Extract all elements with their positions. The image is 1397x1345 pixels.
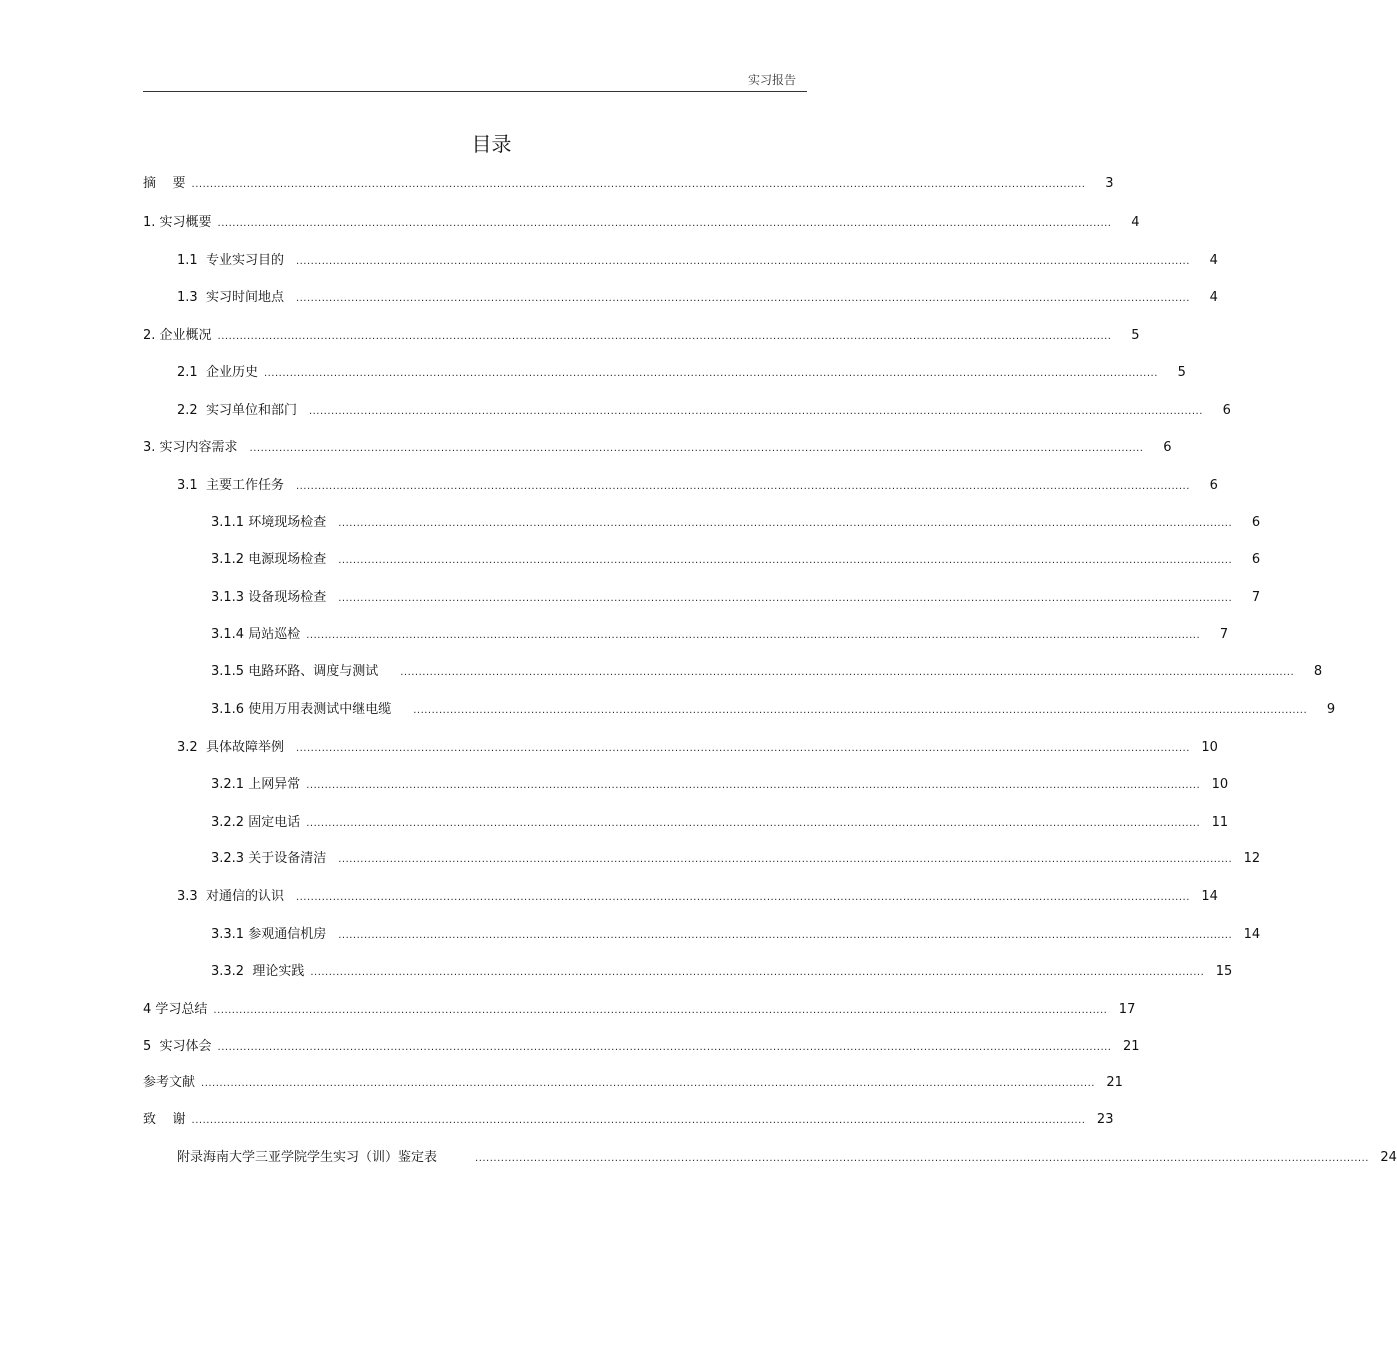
toc-entry-page: 10 bbox=[1201, 740, 1218, 755]
toc-leader-dots: ................................................................................................................................................................................................................................................... bbox=[295, 743, 1190, 754]
toc-entry[interactable] bbox=[211, 776, 1229, 794]
toc-entry-label: 3.2 具体故障举例 bbox=[177, 740, 284, 755]
toc-entry-page: 5 bbox=[1131, 328, 1140, 343]
toc-entry-page: 3 bbox=[1105, 176, 1114, 191]
toc-entry-page: 23 bbox=[1096, 1112, 1114, 1127]
toc-entry[interactable] bbox=[177, 1149, 1397, 1167]
toc-entry-page: 11 bbox=[1211, 815, 1229, 830]
toc-leader-dots: ................................................................................................................................................................................................................................................... bbox=[295, 293, 1190, 304]
toc-entry-page: 9 bbox=[1326, 702, 1336, 717]
toc-entry[interactable] bbox=[211, 850, 1261, 868]
toc-entry[interactable] bbox=[211, 963, 1233, 981]
toc-entry[interactable] bbox=[211, 626, 1229, 644]
toc-entry-label: 5 实习体会 bbox=[143, 1039, 212, 1054]
toc-entry-label: 3.2.2 固定电话 bbox=[211, 815, 301, 830]
toc-leader-dots: ................................................................................................................................................................................................................................................... bbox=[306, 818, 1201, 829]
toc-entry-label: 3.3 对通信的认识 bbox=[177, 889, 284, 904]
toc-leader-dots: ................................................................................................................................................................................................................................................... bbox=[213, 1005, 1108, 1016]
toc-leader-dots: ................................................................................................................................................................................................................................................... bbox=[475, 1153, 1369, 1164]
toc-entry[interactable] bbox=[211, 551, 1261, 569]
toc-entry[interactable] bbox=[177, 739, 1218, 757]
toc-leader-dots: ................................................................................................................................................................................................................................................... bbox=[400, 667, 1295, 678]
toc-entry[interactable] bbox=[143, 1074, 1123, 1092]
toc-entry-label: 3.3.1 参观通信机房 bbox=[211, 927, 327, 942]
toc-entry-page: 6 bbox=[1209, 478, 1218, 493]
toc-entry-page: 4 bbox=[1131, 215, 1140, 230]
toc-leader-dots: ................................................................................................................................................................................................................................................... bbox=[295, 481, 1190, 492]
toc-entry-label: 2. 企业概况 bbox=[143, 328, 212, 343]
toc-entry[interactable] bbox=[177, 888, 1218, 906]
toc-entry-page: 10 bbox=[1211, 777, 1229, 792]
toc-entry-label: 2.2 实习单位和部门 bbox=[177, 403, 297, 418]
toc-entry[interactable] bbox=[211, 701, 1336, 719]
toc-entry-page: 21 bbox=[1106, 1075, 1123, 1090]
toc-leader-dots: ................................................................................................................................................................................................................................................... bbox=[310, 967, 1205, 978]
toc-leader-dots: ................................................................................................................................................................................................................................................... bbox=[338, 854, 1233, 865]
toc-leader-dots: ................................................................................................................................................................................................................................................... bbox=[338, 518, 1233, 529]
toc-entry[interactable] bbox=[211, 926, 1261, 944]
toc-entry[interactable] bbox=[211, 514, 1261, 532]
toc-entry-page: 4 bbox=[1209, 290, 1218, 305]
toc-entry-page: 12 bbox=[1243, 851, 1261, 866]
toc-title: 目录 bbox=[471, 132, 512, 156]
toc-entry-page: 17 bbox=[1118, 1002, 1136, 1017]
toc-entry-page: 4 bbox=[1209, 253, 1218, 268]
toc-leader-dots: ................................................................................................................................................................................................................................................... bbox=[217, 331, 1112, 342]
toc-leader-dots: ................................................................................................................................................................................................................................................... bbox=[295, 256, 1190, 267]
toc-leader-dots: ................................................................................................................................................................................................................................................... bbox=[306, 780, 1201, 791]
toc-entry-label: 3. 实习内容需求 bbox=[143, 440, 238, 455]
toc-entry-label: 1.3 实习时间地点 bbox=[177, 290, 284, 305]
toc-entry[interactable] bbox=[143, 1001, 1136, 1019]
toc-entry[interactable] bbox=[143, 1038, 1140, 1056]
toc-leader-dots: ................................................................................................................................................................................................................................................... bbox=[338, 593, 1233, 604]
toc-leader-dots: ................................................................................................................................................................................................................................................... bbox=[295, 892, 1190, 903]
toc-leader-dots: ................................................................................................................................................................................................................................................... bbox=[217, 218, 1112, 229]
toc-entry-page: 24 bbox=[1380, 1150, 1397, 1165]
toc-entry-label: 4 学习总结 bbox=[143, 1002, 208, 1017]
toc-entry-label: 3.1.6 使用万用表测试中继电缆 bbox=[211, 702, 392, 717]
toc-entry[interactable] bbox=[143, 175, 1114, 193]
toc-leader-dots: ................................................................................................................................................................................................................................................... bbox=[263, 368, 1158, 379]
toc-entry[interactable] bbox=[177, 477, 1218, 495]
toc-entry-page: 6 bbox=[1251, 515, 1261, 530]
toc-entry-label: 3.1.4 局站巡检 bbox=[211, 627, 301, 642]
toc-entry-label: 2.1 企业历史 bbox=[177, 365, 258, 380]
toc-entry[interactable] bbox=[211, 814, 1229, 832]
toc-entry[interactable] bbox=[143, 214, 1140, 232]
toc-entry-page: 14 bbox=[1243, 927, 1261, 942]
toc-entry-page: 6 bbox=[1163, 440, 1172, 455]
toc-entry[interactable] bbox=[211, 589, 1261, 607]
toc-entry-label: 3.1.3 设备现场检查 bbox=[211, 590, 327, 605]
toc-entry-page: 14 bbox=[1201, 889, 1218, 904]
running-header: 实习报告 bbox=[747, 73, 796, 87]
toc-leader-dots: ................................................................................................................................................................................................................................................... bbox=[338, 555, 1233, 566]
toc-entry-label: 附录海南大学三亚学院学生实习（训）鉴定表 bbox=[177, 1150, 438, 1165]
toc-entry[interactable] bbox=[143, 1111, 1114, 1129]
toc-entry[interactable] bbox=[177, 402, 1231, 420]
toc-entry[interactable] bbox=[143, 327, 1140, 345]
toc-entry-label: 1.1 专业实习目的 bbox=[177, 253, 284, 268]
toc-entry[interactable] bbox=[177, 364, 1186, 382]
toc-entry[interactable] bbox=[177, 289, 1218, 307]
toc-entry-label: 3.1 主要工作任务 bbox=[177, 478, 284, 493]
toc-leader-dots: ................................................................................................................................................................................................................................................... bbox=[249, 443, 1144, 454]
toc-leader-dots: ................................................................................................................................................................................................................................................... bbox=[306, 630, 1201, 641]
toc-entry-page: 8 bbox=[1313, 664, 1323, 679]
toc-leader-dots: ................................................................................................................................................................................................................................................... bbox=[308, 406, 1203, 417]
toc-entry-page: 7 bbox=[1219, 627, 1229, 642]
toc-leader-dots: ................................................................................................................................................................................................................................................... bbox=[413, 705, 1308, 716]
header-rule bbox=[143, 91, 807, 92]
toc-leader-dots: ................................................................................................................................................................................................................................................... bbox=[191, 1115, 1086, 1126]
toc-entry-label: 3.3.2 理论实践 bbox=[211, 964, 305, 979]
toc-entry[interactable] bbox=[211, 663, 1323, 681]
toc-leader-dots: ................................................................................................................................................................................................................................................... bbox=[191, 179, 1086, 190]
toc-leader-dots: ................................................................................................................................................................................................................................................... bbox=[217, 1042, 1112, 1053]
toc-entry-label: 3.1.2 电源现场检查 bbox=[211, 552, 327, 567]
toc-entry-label: 3.1.1 环境现场检查 bbox=[211, 515, 327, 530]
toc-entry-page: 6 bbox=[1222, 403, 1231, 418]
toc-entry-label: 3.2.1 上网异常 bbox=[211, 777, 301, 792]
toc-entry-page: 6 bbox=[1251, 552, 1261, 567]
toc-entry-label: 3.1.5 电路环路、调度与测试 bbox=[211, 664, 379, 679]
toc-leader-dots: ................................................................................................................................................................................................................................................... bbox=[338, 930, 1233, 941]
toc-entry-page: 7 bbox=[1251, 590, 1261, 605]
toc-entry-label: 3.2.3 关于设备清洁 bbox=[211, 851, 327, 866]
toc-entry-page: 21 bbox=[1122, 1039, 1140, 1054]
toc-entry-label: 致 谢 bbox=[143, 1112, 186, 1127]
toc-leader-dots: ................................................................................................................................................................................................................................................... bbox=[201, 1078, 1095, 1089]
toc-entry-page: 5 bbox=[1177, 365, 1186, 380]
toc-entry-label: 1. 实习概要 bbox=[143, 215, 212, 230]
toc-entry-page: 15 bbox=[1215, 964, 1233, 979]
toc-entry-label: 摘 要 bbox=[143, 176, 186, 191]
toc-entry[interactable] bbox=[143, 439, 1172, 457]
toc-entry[interactable] bbox=[177, 252, 1218, 270]
toc-entry-label: 参考文献 bbox=[143, 1075, 196, 1090]
